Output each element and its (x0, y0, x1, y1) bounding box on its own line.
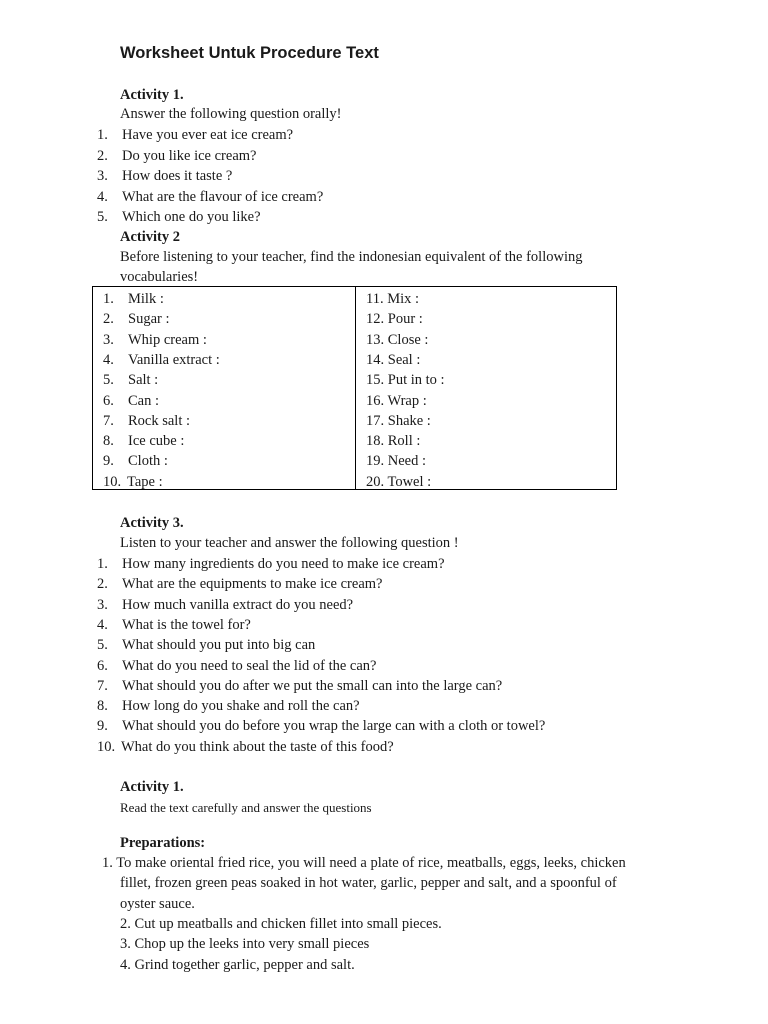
question-number: 3. (97, 596, 108, 613)
activity3-question: What should you do after we put the small can into the large can? (122, 677, 503, 694)
vocab-word: 12. Pour : (366, 311, 423, 328)
question-number: 2. (97, 576, 108, 593)
vocab-word: Whip cream : (128, 331, 207, 348)
activity3-question: What do you think about the taste of this food? (121, 738, 394, 755)
activity2-heading: Activity 2 (120, 229, 180, 245)
activity2-instruction-line1: Before listening to your teacher, find the indonesian equivalent of the following (120, 249, 583, 265)
question-number: 5. (97, 637, 108, 654)
question-number: 4. (97, 188, 108, 205)
preparation-step-line: oyster sauce. (120, 895, 195, 912)
vocabulary-table (92, 286, 617, 490)
vocab-word: Salt : (128, 372, 159, 389)
activity1-question: Which one do you like? (122, 209, 261, 225)
activity3-question: How much vanilla extract do you need? (122, 596, 354, 613)
activity1-question: Have you ever eat ice cream? (122, 127, 294, 143)
activity3-question: What should you do before you wrap the large can with a cloth or towel? (122, 718, 546, 735)
activity1-question: Do you like ice cream? (122, 147, 257, 164)
activity3-question: What do you need to seal the lid of the can? (122, 657, 377, 674)
preparation-step-line: 1. To make oriental fried rice, you will need a plate of rice, meatballs, eggs, leeks, chicken (102, 855, 626, 871)
page-title: Worksheet Untuk Procedure Text (120, 44, 379, 62)
question-number: 1. (97, 556, 108, 572)
activity2-instruction-line2: vocabularies! (120, 269, 199, 285)
vocab-word: 15. Put in to : (366, 372, 445, 389)
question-number: 10. (97, 738, 116, 755)
activity1-question: What are the flavour of ice cream? (122, 188, 324, 205)
preparation-step-line: fillet, frozen green peas soaked in hot water, garlic, pepper and salt, and a spoonful of (120, 875, 617, 892)
vocab-number: 8. (103, 433, 114, 450)
preparation-step-line: 4. Grind together garlic, pepper and salt. (120, 956, 355, 973)
activity4-heading: Activity 1. (120, 779, 184, 795)
vocab-word: Can : (128, 392, 160, 409)
vocab-number: 2. (103, 311, 114, 328)
activity3-question: What are the equipments to make ice cream? (122, 576, 383, 593)
preparation-step-line: 3. Chop up the leeks into very small pieces (120, 936, 370, 953)
vocab-word: Sugar : (128, 311, 170, 328)
vocab-word: Ice cube : (128, 433, 185, 450)
vocab-number: 6. (103, 392, 114, 409)
activity1-heading: Activity 1. (120, 87, 184, 103)
vocab-number: 7. (103, 412, 114, 429)
vocab-word: 11. Mix : (366, 291, 420, 307)
vocab-word: Milk : (128, 291, 164, 307)
vocab-word: 14. Seal : (366, 351, 421, 368)
vocab-word: 18. Roll : (366, 433, 421, 450)
question-number: 8. (97, 698, 108, 715)
activity3-question: What should you put into big can (122, 637, 316, 654)
activity3-heading: Activity 3. (120, 515, 184, 531)
activity1-question: How does it taste ? (122, 168, 233, 184)
vocab-word: 16. Wrap : (366, 392, 427, 409)
vocab-number: 4. (103, 351, 114, 368)
question-number: 2. (97, 147, 108, 164)
vocab-number: 3. (103, 331, 114, 348)
question-number: 6. (97, 657, 108, 674)
activity3-question: How many ingredients do you need to make ice cream? (122, 556, 445, 572)
activity3-instruction: Listen to your teacher and answer the following question ! (120, 535, 459, 551)
vocabulary-table-divider (355, 287, 356, 489)
question-number: 5. (97, 209, 108, 225)
vocab-word: Cloth : (128, 453, 168, 470)
vocab-word: Rock salt : (128, 412, 191, 429)
vocab-number: 9. (103, 453, 114, 470)
question-number: 9. (97, 718, 108, 735)
question-number: 7. (97, 677, 108, 694)
preparation-step-line: 2. Cut up meatballs and chicken fillet into small pieces. (120, 915, 442, 932)
vocab-word: Tape : (127, 473, 163, 490)
vocab-number: 1. (103, 291, 114, 307)
question-number: 3. (97, 168, 108, 184)
vocab-word: 19. Need : (366, 453, 426, 470)
vocab-word: Vanilla extract : (128, 351, 220, 368)
question-number: 4. (97, 616, 108, 633)
activity3-question: How long do you shake and roll the can? (122, 698, 360, 715)
activity4-instruction: Read the text carefully and answer the questions (120, 800, 372, 815)
activity1-instruction: Answer the following question orally! (120, 106, 342, 122)
vocab-word: 20. Towel : (366, 473, 432, 490)
preparations-heading: Preparations: (120, 835, 206, 851)
activity3-question: What is the towel for? (122, 616, 251, 633)
vocab-number: 10. (103, 473, 122, 490)
vocab-word: 13. Close : (366, 331, 429, 348)
vocab-number: 5. (103, 372, 114, 389)
question-number: 1. (97, 127, 108, 143)
vocab-word: 17. Shake : (366, 412, 431, 429)
